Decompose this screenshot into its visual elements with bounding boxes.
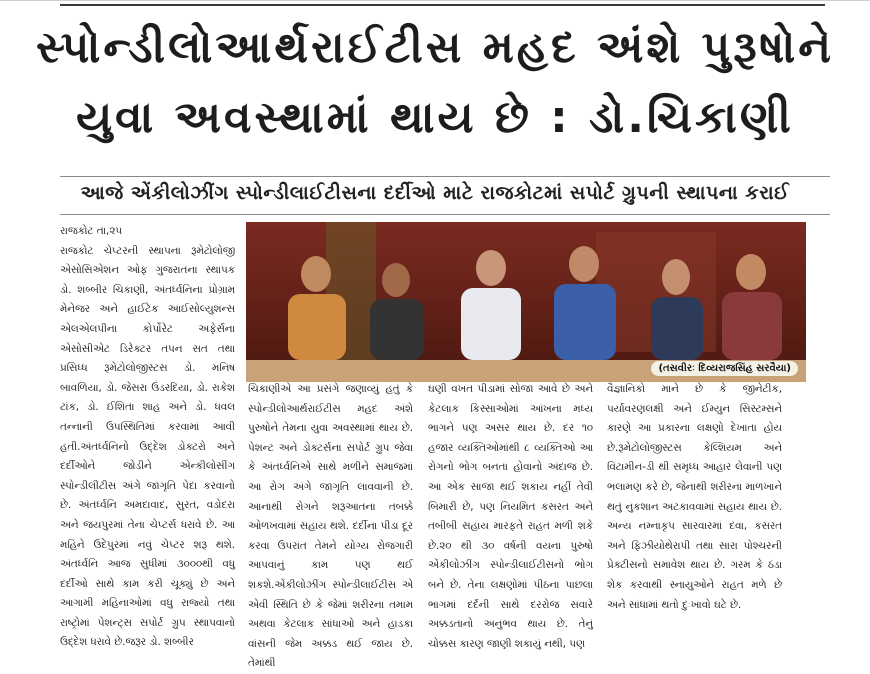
header-rule — [60, 4, 825, 6]
column-2-text: ચિકાણીએ આ પ્રસંગે જણાવ્યું હતું કે સ્પોન્ડીલોઆર્થરાઈટીસ મહદ અંશે પુરુષોને તેમના યુવા અવસ્થામાં થાય છે. પેશન્ટ અને ડોક્ટર્સના સપોર્ટ ગ્રુપ જેવા કે અંતર્ધ્વનિએ સાથે મળીને સમાજમાં આ રોગ અંગે જાગૃતિ લાવવાની છે. આનાથી રોગને શરૂઆતના તબક્કે ઓળખવામાં સહાય થશે. દર્દીના પીડા દૂર કરવા ઉપરાંત તેમને યોગ્ય રોજગારી આપવાનું કામ પણ થઈ શકશે.એંકીલોઝીંગ સ્પોન્ડીલાઈટીસ એ એવી સ્થિતિ છે કે જેમાં શરીરના તમામ અથવા કેટલાક સાંધાઓ અને હાડકા વાંસની જેમ અક્કડ થઈ જાય છે. તેમાંથી — [248, 383, 413, 670]
column-3-text: ઘણી વખત પીડામાં સોજા આવે છે અને કેટલાક કિસ્સાઓમાં આંખના મધ્ય ભાગને પણ અસર થાય છે. દર ૧૦ હજાર વ્યક્તિઓમાંથી ૮ વ્યક્તિઓ આ રોગનો ભોગ બનતા હોવાનો અંદાજ છે. આ એક સાજા થઈ શકાય નહીં તેવી બિમારી છે, પણ નિયમિત કસરત અને તબીબી સહાય મારફતે રાહત મળી શકે છે.૨૦ થી ૩૦ વર્ષની વયના પુરુષો એંકીલોઝીંગ સ્પોન્ડીલાઈટીસનો ભોગ બને છે. તેના લક્ષણોમાં પીઠના પાછલા ભાગમાં દર્દની સાથે દરરોજ સવારે અક્કડતાનો અનુભવ થાય છે. તેનું ચોક્કસ કારણ જાણી શકાયું નથી, પણ — [428, 383, 593, 650]
article-column-3 — [428, 380, 593, 650]
column-4-text: વૈજ્ઞાનિકો માને છે કે જીનેટીક, પર્યાવરણલક્ષી અને ઈમ્યુન સિસ્ટમ્સને કારણે આ પ્રકારના લક્ષણો દેખાતા હોય છે.રૂમેટોલોજીસ્ટસ કેલ્શિયમ અને વિટામીન-ડી થી સમૃધ્ધ આહાર લેવાની પણ ભલામણ કરે છે, જેનાથી શરીરના માળખાને થતું નુકશાન અટકાવવામાં સહાય થાય છે. અન્ય નમ્નાકૃપ સારવારમાં દવા, કસરત અને ફિઝીયોથેરાપી તથા સારા પોશ્ચરની પ્રેક્ટીસનો સમાવેશ થાય છે. ગરમ કે ઠંડા શેક કરવાથી સ્નાયુઓને રાહત મળે છે અને સાંધામાં થતો દુઃખાવો ઘટે છે. — [607, 383, 782, 611]
subheadline-rule-bottom — [60, 214, 830, 215]
event-photo — [246, 222, 806, 382]
photo-credit: (તસવીરઃ દિવ્યરાજસિંહ સરવૈયા) — [651, 361, 798, 376]
article-column-1 — [60, 222, 235, 649]
dateline: રાજકોટ તા,૨૫ — [60, 225, 123, 237]
article-column-4 — [607, 380, 782, 635]
subheadline-rule-top — [60, 176, 830, 177]
column-1-text: રાજકોટ ચેપ્ટરની સ્થાપના રૂમેટોલોજી એસોસિએશન ઓફ ગુજરાતના સ્થાપક ડો. શબ્બીર ચિકાણી, અંતર્ધ્વનિના પ્રોગ્રામ મેનેજર અને હાઈટેક આઈસોલ્યુશન્સ એલએલપીના કોર્પોરેટ અફેર્સના એસોસીએટ ડિરેક્ટર તપન સત તથા પ્રસિધ્ધ રૂમેટોલોજીસ્ટસ ડો. મનિષ બાવળિયા, ડો. જેસરા ઉંડરદિયા, ડો. રાકેશ ટાંક, ડો. ઈશિતા શાહ અને ડો. ધવલ તન્નાની ઉપસ્થિતિમાં કરવામાં આવી હતી.અંતર્ધ્વનિનો ઉદ્દેશ ડોક્ટરો અને દર્દીઓને જોડીને એન્કીલોસીંગ સ્પોન્ડીલીટીસ અંગે જાગૃતિ પેદા કરવાનો છે. અંતર્ધ્વનિ અમદાવાદ, સુરત, વડોદરા અને જયપુરમાં તેના ચેપ્ટર્સ ધરાવે છે. આ મહિને ઉદેપુરમાં નવું ચેપ્ટર શરૂ થશે. અંતર્ધ્વનિ આજ સુધીમાં ૩૦૦૦થી વધુ દર્દીઓ સાથે કામ કરી ચૂક્યું છે અને આગામી મહિનાઓમાં વધુ રાજ્યો તથા રાષ્ટ્રોમાં પેશન્ટ્સ સપોર્ટ ગ્રુપ સ્થાપવાનો ઉદ્દેશ ધરાવે છે.જરૂર ડો. શબ્બીર — [60, 244, 235, 649]
headline-line-1: સ્પોન્ડીલોઆર્થરાઈટીસ મહદ અંશે પુરૂષોને — [35, 22, 834, 73]
article-column-2 — [248, 380, 413, 670]
headline-line-2: યુવા અવસ્થામાં થાય છે : ડો.ચિકાણી — [76, 92, 794, 143]
photo-illustration — [246, 222, 806, 382]
subheadline: આજે એંકીલોઝીંગ સ્પોન્ડીલાઈટીસના દર્દીઓ માટે રાજકોટમાં સપોર્ટ ગ્રુપની સ્થાપના કરાઈ — [80, 182, 790, 204]
page-top-border — [0, 0, 870, 1]
